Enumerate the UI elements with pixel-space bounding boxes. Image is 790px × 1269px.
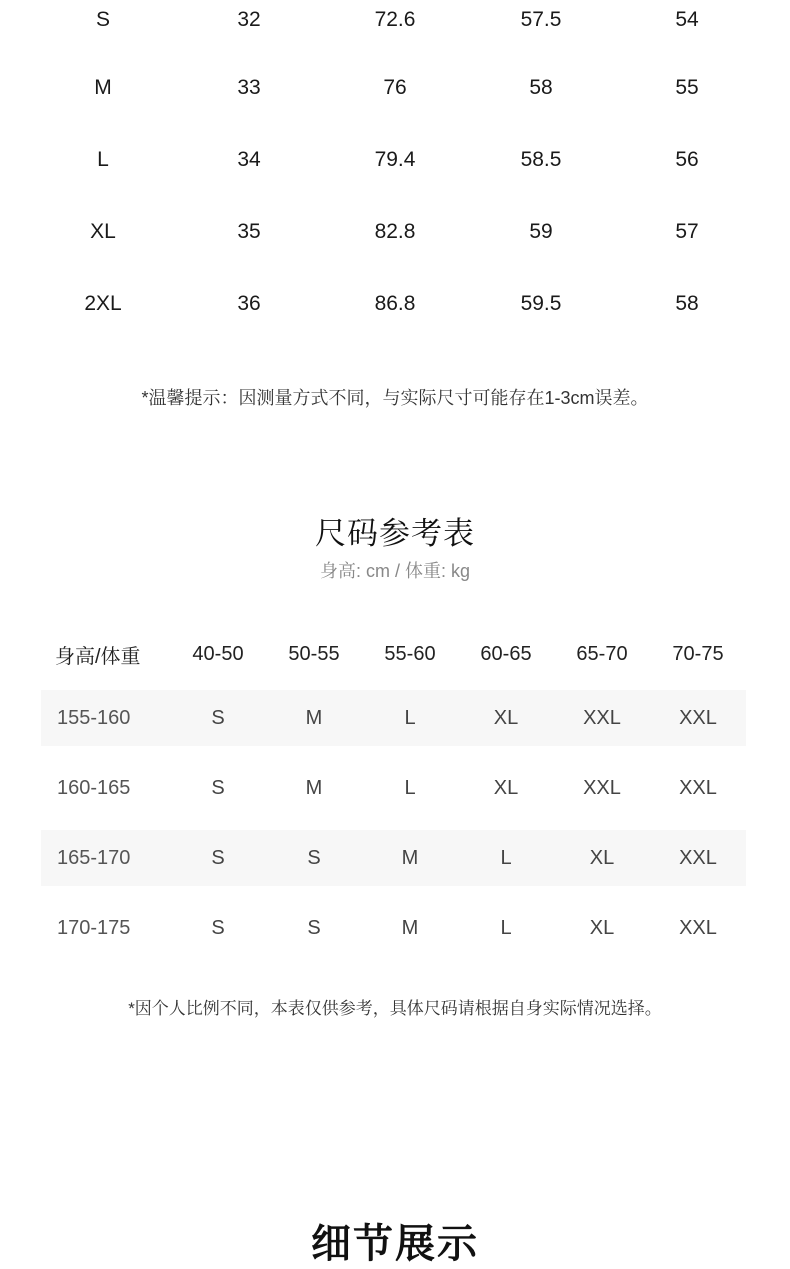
size-cell: L <box>97 148 109 171</box>
value-cell: 54 <box>675 8 699 31</box>
value-cell: 36 <box>237 292 261 315</box>
value-cell: 58 <box>675 292 699 315</box>
size-cell: M <box>401 846 419 869</box>
table-row <box>41 830 746 886</box>
size-cell: S <box>211 706 225 729</box>
size-cell: S <box>307 916 321 939</box>
table-row <box>30 196 760 268</box>
value-cell: 56 <box>675 148 699 171</box>
header-cell: 65-70 <box>576 642 628 665</box>
table-row <box>41 690 746 746</box>
value-cell: 59.5 <box>520 292 562 315</box>
value-cell: 82.8 <box>374 220 416 243</box>
size-cell: XXL <box>679 916 717 939</box>
measurement-table <box>30 0 760 340</box>
table-header-row <box>41 618 746 690</box>
header-cell: 50-55 <box>288 642 340 665</box>
size-cell: XXL <box>583 706 621 729</box>
header-cell: 40-50 <box>192 642 244 665</box>
header-cell: 身高/体重 <box>55 645 141 668</box>
value-cell: 55 <box>675 76 699 99</box>
table-row <box>30 0 760 52</box>
value-cell: 35 <box>237 220 261 243</box>
size-cell: M <box>401 916 419 939</box>
header-cell: 55-60 <box>384 642 436 665</box>
height-cell: 155-160 <box>57 706 131 729</box>
size-cell: L <box>500 916 512 939</box>
value-cell: 58 <box>529 76 553 99</box>
size-cell: XL <box>493 706 519 729</box>
value-cell: 86.8 <box>374 292 416 315</box>
size-cell: M <box>94 76 112 99</box>
value-cell: 57 <box>675 220 699 243</box>
size-cell: XXL <box>679 776 717 799</box>
table-row <box>41 760 746 816</box>
size-cell: L <box>404 706 416 729</box>
size-cell: S <box>211 916 225 939</box>
measurement-note: *温馨提示：因测量方式不同，与实际尺寸可能存在1-3cm误差。 <box>141 388 649 408</box>
size-cell: XXL <box>583 776 621 799</box>
details-section-title: 细节展示 <box>311 1222 479 1266</box>
value-cell: 76 <box>383 76 407 99</box>
size-cell: M <box>305 776 323 799</box>
size-cell: S <box>307 846 321 869</box>
size-cell: XL <box>589 916 615 939</box>
height-cell: 160-165 <box>57 776 131 799</box>
value-cell: 57.5 <box>520 8 562 31</box>
size-reference-title: 尺码参考表 <box>315 516 475 551</box>
table-row <box>30 124 760 196</box>
size-cell: XXL <box>679 706 717 729</box>
size-cell: L <box>500 846 512 869</box>
table-row <box>30 268 760 340</box>
value-cell: 32 <box>237 8 261 31</box>
height-cell: 170-175 <box>57 916 131 939</box>
size-cell: XL <box>90 220 116 243</box>
size-cell: XL <box>589 846 615 869</box>
size-cell: XL <box>493 776 519 799</box>
size-cell: L <box>404 776 416 799</box>
height-cell: 165-170 <box>57 846 131 869</box>
header-cell: 70-75 <box>672 642 724 665</box>
value-cell: 33 <box>237 76 261 99</box>
value-cell: 79.4 <box>374 148 416 171</box>
header-cell: 60-65 <box>480 642 532 665</box>
size-reference-subtitle: 身高: cm / 体重: kg <box>319 561 470 581</box>
size-cell: XXL <box>679 846 717 869</box>
value-cell: 72.6 <box>374 8 416 31</box>
value-cell: 58.5 <box>520 148 562 171</box>
size-reference-table <box>41 618 746 956</box>
size-cell: 2XL <box>84 292 122 315</box>
table-row <box>41 900 746 956</box>
value-cell: 34 <box>237 148 261 171</box>
size-reference-note: *因个人比例不同，本表仅供参考，具体尺码请根据自身实际情况选择。 <box>128 999 662 1018</box>
size-cell: S <box>95 8 110 31</box>
size-cell: S <box>211 776 225 799</box>
size-cell: M <box>305 706 323 729</box>
table-row <box>30 52 760 124</box>
value-cell: 59 <box>529 220 553 243</box>
size-cell: S <box>211 846 225 869</box>
